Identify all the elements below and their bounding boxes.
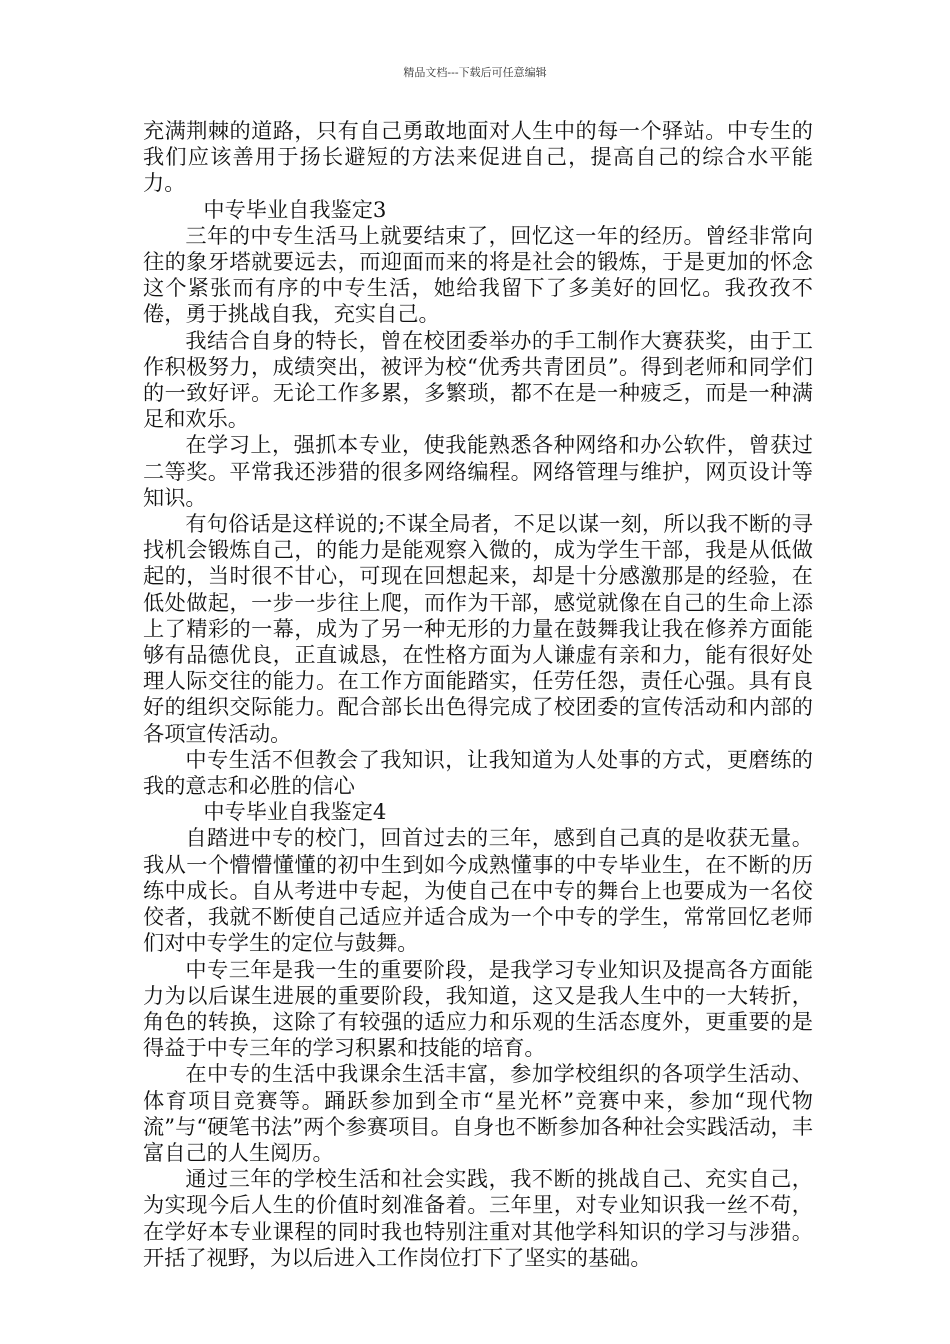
paragraph: 通过三年的学校生活和社会实践，我不断的挑战自己、充实自己，为实现今后人生的价值时刻准备着。三年里，对专业知识我一丝不苟，在学好本专业课程的同时我也特别注重对其他学科知识的学习与涉猎。开括了视野，为以后进入工作岗位打下了坚实的基础。	[143, 1166, 813, 1270]
paragraph: 中专生活不但教会了我知识，让我知道为人处事的方式，更磨练的我的意志和必胜的信心	[143, 746, 813, 799]
paragraph: 在中专的生活中我课余生活丰富，参加学校组织的各项学生活动、体育项目竞赛等。踊跃参加到全市“星光杯”竞赛中来，参加“现代物流”与“硬笔书法”两个参赛项目。自身也不断参加各种社会实践活动，丰富自己的人生阅历。	[143, 1061, 813, 1165]
paragraph: 自踏进中专的校门，回首过去的三年，感到自己真的是收获无量。我从一个懵懵懂懂的初中生到如今成熟懂事的中专毕业生，在不断的历练中成长。自从考进中专起，为使自己在中专的舞台上也要成为一名佼佼者，我就不断使自己适应并适合成为一个中专的学生，常常回忆老师们对中专学生的定位与鼓舞。	[143, 825, 813, 956]
section-heading: 中专毕业自我鉴定4	[203, 799, 387, 825]
document-body	[143, 118, 813, 1271]
paragraph: 充满荆棘的道路，只有自己勇敢地面对人生中的每一个驿站。中专生的我们应该善用于扬长避短的方法来促进自己，提高自己的综合水平能力。	[143, 118, 813, 196]
paragraph: 有句俗话是这样说的;不谋全局者，不足以谋一刻，所以我不断的寻找机会锻炼自己，的能力是能观察入微的，成为学生干部，我是从低做起的，当时很不甘心，可现在回想起来，却是十分感激那是的经验，在低处做起，一步一步往上爬，而作为干部，感觉就像在自己的生命上添上了精彩的一幕，成为了另一种无形的力量在鼓舞我让我在修养方面能够有品德优良，正直诚恳，在性格方面为人谦虚有亲和力，能有很好处理人际交往的能力。在工作方面能踏实，任劳任怨，责任心强。具有良好的组织交际能力。配合部长出色得完成了校团委的宣传活动和内部的各项宣传活动。	[143, 511, 813, 746]
paragraph: 我结合自身的特长，曾在校团委举办的手工制作大赛获奖，由于工作积极努力，成绩突出，被评为校“优秀共青团员”。得到老师和同学们的一致好评。无论工作多累，多繁琐，都不在是一种疲乏，而是一种满足和欢乐。	[143, 327, 813, 432]
page-header: 精品文档---下载后可任意编辑	[403, 66, 547, 79]
section-heading: 中专毕业自我鉴定3	[203, 196, 387, 222]
paragraph: 中专三年是我一生的重要阶段，是我学习专业知识及提高各方面能力为以后谋生进展的重要阶段，我知道，这又是我人生中的一大转折，角色的转换，这除了有较强的适应力和乐观的生活态度外，更重要的是得益于中专三年的学习积累和技能的培育。	[143, 956, 813, 1061]
paragraph: 三年的中专生活马上就要结束了，回忆这一年的经历。曾经非常向往的象牙塔就要远去，而迎面而来的将是社会的锻炼，于是更加的怀念这个紧张而有序的中专生活，她给我留下了多美好的回忆。我孜孜不倦，勇于挑战自我，充实自己。	[143, 222, 813, 327]
paragraph: 在学习上，强抓本专业，使我能熟悉各种网络和办公软件，曾获过二等奖。平常我还涉猎的很多网络编程。网络管理与维护，网页设计等知识。	[143, 432, 813, 510]
